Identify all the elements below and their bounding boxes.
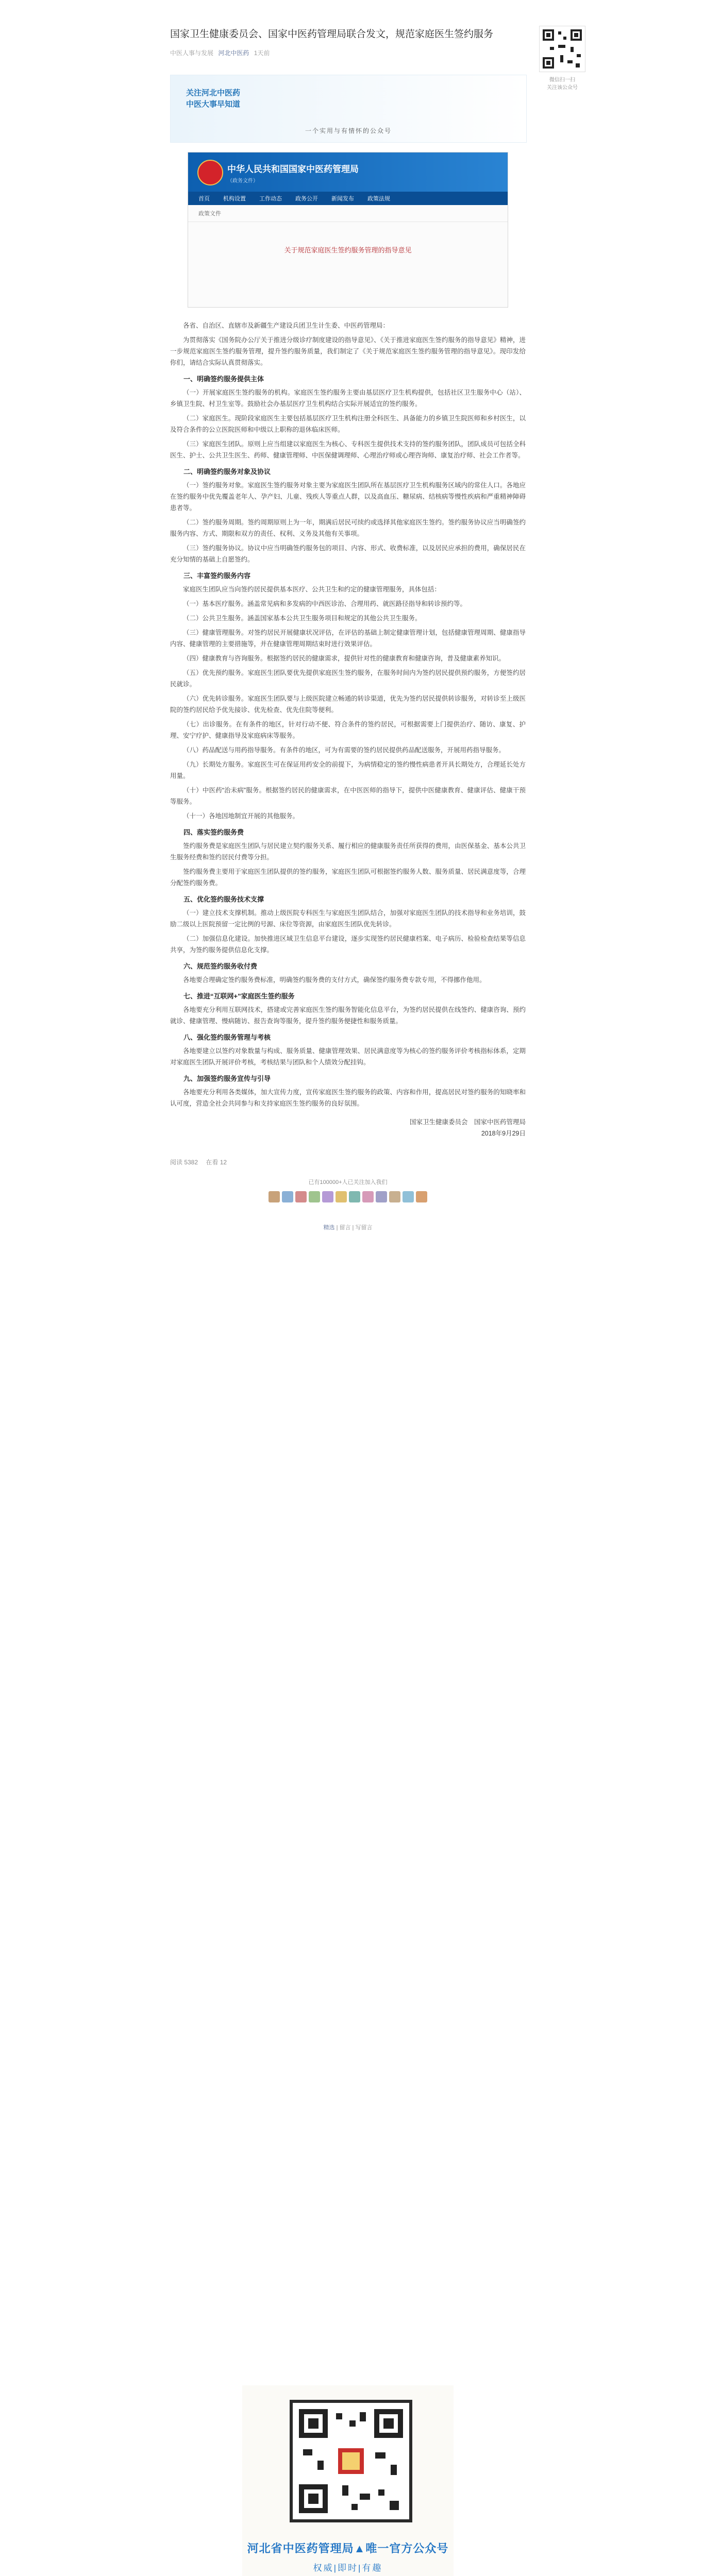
body-paragraph: （九）长期处方服务。家庭医生可在保证用药安全的前提下，为病情稳定的签约慢性病患者开具长期处方，合理延长处方用量。 [170,761,526,779]
tab-featured[interactable]: 精选 [323,1225,335,1231]
article-meta [170,48,526,57]
qr-caption-1: 微信扫一扫 [549,77,575,83]
body-paragraph: （二）签约服务周期。签约周期原则上为一年，期满后居民可续约或选择其他家庭医生签约。签约服务协议应当明确签约服务内容、方式、期限和双方的责任、权利、义务及其他有关事项。 [170,519,526,537]
gov-nav-item: 首页 [198,196,210,202]
national-emblem-icon [197,160,223,185]
body-paragraph: （五）优先预约服务。家庭医生团队要优先提供家庭医生签约服务，在服务时间内为签约居民提供预约服务，方便签约居民就诊。 [170,669,526,688]
like-button[interactable]: 在看 12 [206,1159,227,1166]
gov-nav-item: 机构设置 [223,196,246,202]
avatar [389,1191,400,1202]
follow-banner [170,75,527,143]
floating-qr [538,26,587,91]
banner-motto: 一个实用与有情怀的公众号 [305,127,392,134]
body-paragraph: 各地要合理确定签约服务费标准，明确签约服务费的支付方式，确保签约服务费专款专用，不得挪作他用。 [183,976,486,984]
body-paragraph: （二）公共卫生服务。涵盖国家基本公共卫生服务项目和规定的其他公共卫生服务。 [183,615,422,622]
promo-qr-code-icon [290,2400,412,2522]
meta-source-link[interactable]: 河北中医药 [218,49,249,57]
section-heading: 二、明确签约服务对象及协议 [183,468,271,476]
section-heading: 五、优化签约服务技术支撑 [183,895,264,903]
body-paragraph: （一）开展家庭医生签约服务的机构。家庭医生签约服务主要由基层医疗卫生机构提供，包括社区卫生服务中心（站）、乡镇卫生院、村卫生室等。鼓励社会办基层医疗卫生机构结合实际开展适宜的签约服务。 [170,389,526,408]
section-heading: 九、加强签约服务宣传与引导 [183,1075,271,1082]
section-heading: 七、推进“互联网+”家庭医生签约服务 [183,992,295,1000]
gov-site-name: 中华人民共和国国家中医药管理局 [227,164,359,174]
tab-comments[interactable]: 留言 [339,1225,351,1231]
gov-nav-item: 政务公开 [295,196,318,202]
avatar [362,1191,374,1202]
body-paragraph: （七）出诊服务。在有条件的地区，针对行动不便、符合条件的签约居民，可根据需要上门提供治疗、随访、康复、护理、安宁疗护、健康指导及家庭病床等服务。 [170,721,526,739]
avatar [282,1191,293,1202]
body-paragraph: （三）健康管理服务。对签约居民开展健康状况评估，在评估的基础上制定健康管理计划，包括健康管理周期、健康指导内容、健康管理的主要措施等，并在健康管理周期结束时进行效果评估。 [170,629,526,648]
body-paragraph: 家庭医生团队应当向签约居民提供基本医疗、公共卫生和约定的健康管理服务，具体包括： [183,586,441,593]
gov-document-title: 关于规范家庭医生签约服务管理的指导意见 [284,246,412,254]
section-heading: 六、规范签约服务收付费 [183,962,258,970]
meta-tag: 中医人事与发展 [170,49,214,57]
followers-title: 已有100000+人已关注加入我们 [308,1179,388,1185]
article [170,0,526,1231]
body-paragraph: 各地要充分利用互联网技术，搭建或完善家庭医生签约服务智能化信息平台，为签约居民提供在线签约、健康咨询、预约就诊、健康管理、慢病随访、报告查询等服务，提升签约服务便捷性和服务质量。 [170,1006,526,1025]
read-count: 阅读 5382 [170,1159,198,1166]
avatar [349,1191,360,1202]
read-stats [170,1158,526,1166]
comment-tabs: 精选 | 留言 | 写留言 [323,1225,373,1231]
banner-follow-text: 关注河北中医药 中医大事早知道 [186,89,241,109]
avatar [322,1191,333,1202]
body-paragraph: 签约服务费是家庭医生团队与居民建立契约服务关系、履行相应的健康服务责任所获得的费用，由医保基金、基本公共卫生服务经费和签约居民付费等分担。 [170,842,526,861]
body-paragraph: 各地要建立以签约对象数量与构成、服务质量、健康管理效果、居民满意度等为核心的签约服务评价考核指标体系，定期对家庭医生团队开展评价考核，考核结果与团队和个人绩效分配挂钩。 [170,1047,526,1066]
gov-site-header [188,152,508,192]
body-paragraph: 各地要充分利用各类媒体，加大宣传力度，宣传家庭医生签约服务的政策、内容和作用，提高居民对签约服务的知晓率和认可度，营造全社会共同参与和支持家庭医生签约服务的良好氛围。 [170,1089,526,1107]
qr-code-icon [539,26,585,72]
body-paragraph: （二）加强信息化建设。加快推进区域卫生信息平台建设，逐步实现签约居民健康档案、电子病历、检验检查结果等信息共享，为签约服务提供信息化支撑。 [170,935,526,954]
promo-slogan: 权威|即时|有趣 [313,2563,383,2573]
follower-avatars [170,1191,526,1202]
body-paragraph: （一）基本医疗服务。涵盖常见病和多发病的中西医诊治、合理用药、就医路径指导和转诊预约等。 [183,600,467,607]
gov-nav-item: 新闻发布 [331,196,354,202]
body-paragraph: （四）健康教育与咨询服务。根据签约居民的健康需求，提供针对性的健康教育和健康咨询，普及健康素养知识。 [183,655,506,662]
article-title: 国家卫生健康委员会、国家中医药管理局联合发文，规范家庭医生签约服务 [170,29,494,40]
avatar [336,1191,347,1202]
tab-write-comment[interactable]: 写留言 [355,1225,373,1231]
avatar [416,1191,427,1202]
signature-block [170,1116,526,1139]
body-paragraph: 为贯彻落实《国务院办公厅关于推进分级诊疗制度建设的指导意见》、《关于推进家庭医生签约服务的指导意见》精神，进一步规范家庭医生签约服务管理，提升签约服务质量，我们制定了《关于规范家庭医生签约服务管理的指导意见》。现印发给你们，请结合实际认真贯彻落实。 [170,336,526,366]
body-paragraph: （六）优先转诊服务。家庭医生团队要与上级医院建立畅通的转诊渠道，优先为签约居民提供转诊服务，对转诊至上级医院的签约居民给予优先接诊、优先检查、优先住院等便利。 [170,695,526,714]
signature-date: 2018年9月29日 [481,1130,526,1137]
body-paragraph: （三）家庭医生团队。原则上应当组建以家庭医生为核心、专科医生提供技术支持的签约服务团队，团队成员可包括全科医生、护士、公共卫生医生、药师、健康管理师、中医保健调理师、心理治疗师或心理咨询师、康复治疗师、社会工作者等。 [170,440,526,459]
body-paragraph: 签约服务费主要用于家庭医生团队提供的签约服务，家庭医生团队可根据签约服务人数、服务质量、居民满意度等，合理分配签约服务费。 [170,868,526,887]
section-heading: 一、明确签约服务提供主体 [183,375,264,383]
section-heading: 八、强化签约服务管理与考核 [183,1033,271,1041]
avatar [403,1191,414,1202]
avatar [269,1191,280,1202]
body-paragraph: （十一）各地因地制宜开展的其他服务。 [183,812,299,820]
gov-site-screenshot [188,152,508,308]
gov-breadcrumb: 政策文件 [188,205,508,222]
body-paragraph: （十）中医药“治未病”服务。根据签约居民的健康需求，在中医医师的指导下，提供中医健康教育、健康评估、健康干预等服务。 [170,787,526,805]
signature-org: 国家卫生健康委员会 国家中医药管理局 [409,1118,526,1126]
avatar [295,1191,307,1202]
body-paragraph: （二）家庭医生。现阶段家庭医生主要包括基层医疗卫生机构注册全科医生、具备能力的乡镇卫生院医师和乡村医生，以及符合条件的公立医院医师和中级以上职称的退休临床医师。 [170,415,526,433]
body-paragraph: 各省、自治区、直辖市及新疆生产建设兵团卫生计生委、中医药管理局： [183,322,390,329]
gov-nav-item: 工作动态 [259,196,282,202]
promo-title: 河北省中医药管理局▲唯一官方公众号 [247,2542,449,2555]
avatar [309,1191,320,1202]
body-paragraph: （一）建立技术支撑机制。推动上级医院专科医生与家庭医生团队结合，加强对家庭医生团队的技术指导和业务培训，鼓励二级以上医院预留一定比例的号源、床位等资源，由家庭医生团队优先转诊。 [170,909,526,928]
promo-card [242,2385,454,2576]
body-paragraph: （三）签约服务协议。协议中应当明确签约服务包的项目、内容、形式、收费标准，以及居民应承担的费用，确保居民在充分知情的基础上自愿签约。 [170,545,526,563]
article-body [170,320,526,1109]
section-heading: 四、落实签约服务费 [183,828,244,836]
body-paragraph: （一）签约服务对象。家庭医生签约服务对象主要为家庭医生团队所在基层医疗卫生机构服务区域内的常住人口。各地应在签约服务中优先覆盖老年人、孕产妇、儿童、残疾人等重点人群，以及高血压、糖尿病、结核病等慢性疾病和严重精神障碍患者等。 [170,482,526,512]
followers-block [170,1178,526,1202]
body-paragraph: （八）药品配送与用药指导服务。有条件的地区，可为有需要的签约居民提供药品配送服务，开展用药指导服务。 [183,747,506,754]
gov-site-nav [188,192,508,205]
avatar [376,1191,387,1202]
gov-site-sub: （政务文件） [227,178,258,184]
meta-time: 1天前 [254,49,270,57]
qr-caption-2: 关注该公众号 [547,85,578,91]
section-heading: 三、丰富签约服务内容 [183,572,251,580]
gov-nav-item: 政策法规 [367,196,390,202]
